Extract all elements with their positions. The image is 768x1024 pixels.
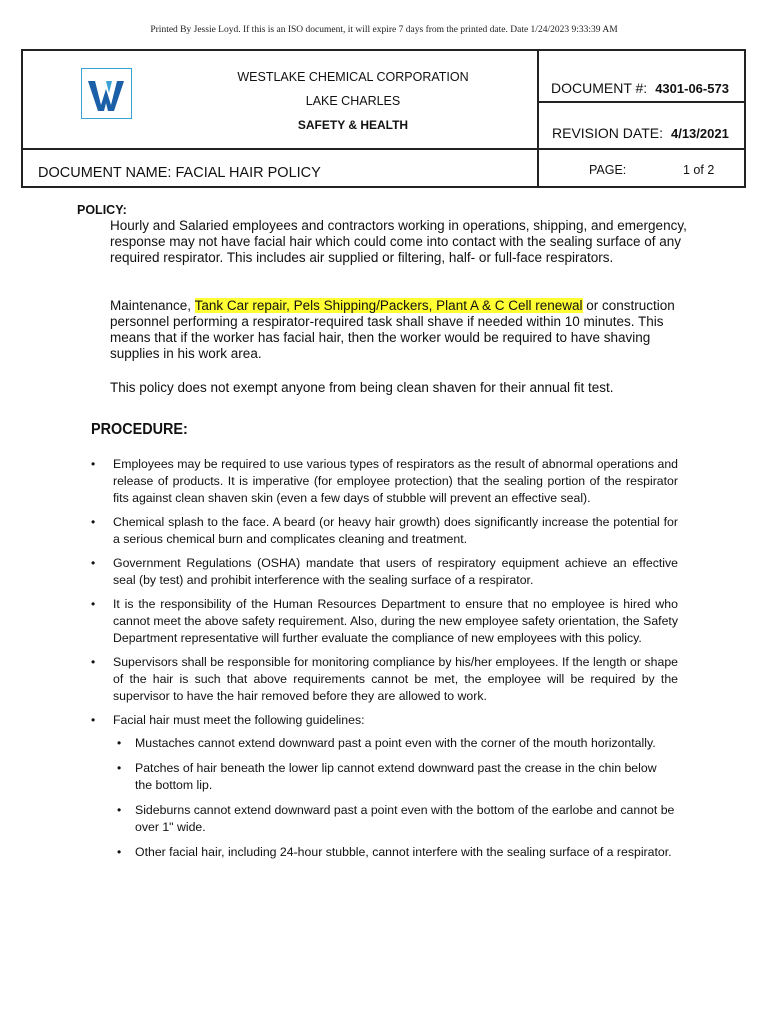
policy-paragraph-1: Hourly and Salaried employees and contractors working in operations, shipping, and emergency, response may not have facial hair which could come into contact with the sealing surface of any required respirator. This includes air supplied or filtering, half- or full-face respirators. [110,218,687,265]
policy-p2-start: Maintenance, [110,298,195,313]
document-number-label: DOCUMENT #: [551,80,648,96]
revision-date-label: REVISION DATE: [552,125,663,141]
bullet-icon: • [117,845,122,859]
list-item-text: Employees may be required to use various types of respirators as the result of abnormal operations and release of products. It is imperative (for employee protection) that the sealing portion of the respirator fits against clean shaven skin (even a few days of stubble will prevent an effective seal). [113,457,678,505]
list-item-text: Chemical splash to the face. A beard (or heavy hair growth) does significantly increase the potential for a serious chemical burn and complicates cleaning and treatment. [113,515,678,546]
revision-date [552,125,729,141]
list-item [91,555,678,589]
sublist-item-text: Other facial hair, including 24-hour stubble, cannot interfere with the sealing surface of a respirator. [135,845,672,859]
bullet-icon: • [91,556,96,570]
highlighted-text: Tank Car repair, Pels Shipping/Packers, Plant A & C Cell renewal [194,298,583,313]
document-header [21,49,746,188]
list-item-text: Supervisors shall be responsible for monitoring compliance by his/her employees. If the length or shape of the hair is such that above requirements cannot be met, the employee will be required by the supervisor to have the hair removed before they are allowed to work. [113,655,678,703]
list-item [91,514,678,548]
policy-heading: POLICY: [77,203,127,217]
bullet-icon: • [91,515,96,529]
document-number [551,80,729,96]
page-number: 1 of 2 [683,163,715,177]
list-item-text: Government Regulations (OSHA) mandate that users of respiratory equipment achieve an effective seal (by test) and prohibit interference with the sealing surface of a respirator. [113,556,678,587]
bullet-icon: • [117,761,122,775]
department-name: SAFETY & HEALTH [297,118,409,132]
company-name: WESTLAKE CHEMICAL CORPORATION [237,70,469,84]
header-divider-right [539,101,744,103]
document-number-value: 4301-06-573 [655,81,729,96]
bullet-icon: • [91,713,96,727]
sublist-item-text: Sideburns cannot extend downward past a point even with the bottom of the earlobe and cannot be over 1" wide. [135,803,675,834]
bullet-icon: • [117,803,122,817]
sublist-item [117,760,675,794]
policy-paragraph-2 [110,298,700,362]
header-divider-horizontal [23,148,744,150]
list-item-text: Facial hair must meet the following guidelines: [113,713,365,727]
sublist-item-text: Patches of hair beneath the lower lip cannot extend downward past the crease in the chin below the bottom lip. [135,761,657,792]
westlake-logo-icon [81,68,132,119]
list-item [91,712,678,861]
sublist-item [117,802,675,836]
sublist-item [117,735,675,752]
sublist-item [117,844,675,861]
procedure-heading: PROCEDURE: [91,421,188,438]
policy-paragraph-3: This policy does not exempt anyone from being clean shaven for their annual fit test. [110,380,614,395]
sublist-item-text: Mustaches cannot extend downward past a point even with the corner of the mouth horizontally. [135,736,656,750]
list-item [91,596,678,647]
bullet-icon: • [91,597,96,611]
list-item-text: It is the responsibility of the Human Resources Department to ensure that no employee is hired who cannot meet the above safety requirement. Also, during the new employee safety orientation, the Safety Department representative will further evaluate the compliance of new employees with this policy. [113,597,678,645]
document-name: DOCUMENT NAME: FACIAL HAIR POLICY [38,165,321,181]
company-location: LAKE CHARLES [305,94,401,108]
guidelines-sublist [113,735,678,861]
print-stamp: Printed By Jessie Loyd. If this is an ISO document, it will expire 7 days from the printed date. Date 1/24/2023 9:33:39 AM [150,25,618,35]
bullet-icon: • [117,736,122,750]
header-divider-vertical [537,51,539,186]
bullet-icon: • [91,457,96,471]
bullet-icon: • [91,655,96,669]
revision-date-value: 4/13/2021 [670,126,729,141]
policy-p2-end: or construction personnel performing a respirator-required task shall shave if needed within 10 minutes. This means that if the worker has facial hair, then the worker would be required to have shaving supplies in his work area. [110,298,675,361]
list-item [91,456,678,507]
list-item [91,654,678,705]
page-label: PAGE: [589,163,627,177]
procedure-list [0,456,768,869]
